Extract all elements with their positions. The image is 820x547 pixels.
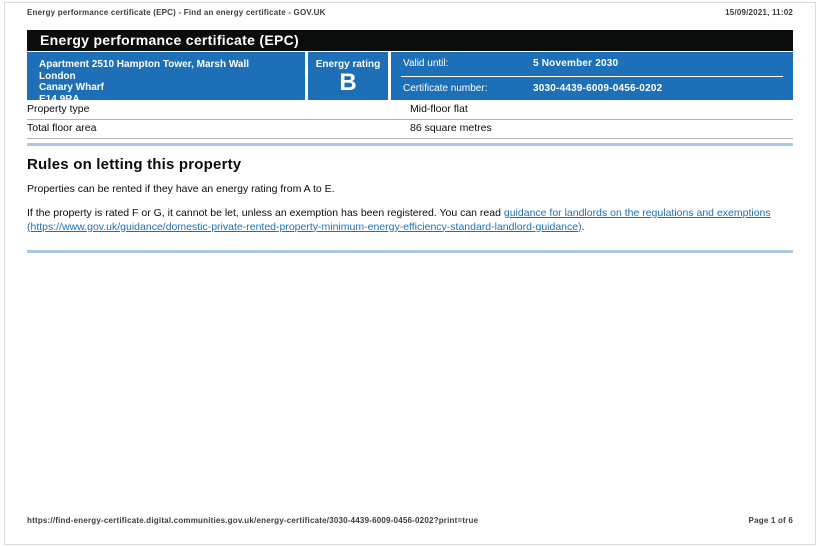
- print-footer: [27, 516, 793, 525]
- address-postcode: E14 9RA: [39, 93, 80, 105]
- print-header: [27, 8, 793, 17]
- total-floor-area-label: Total floor area: [27, 122, 97, 134]
- valid-until-label: Valid until:: [403, 58, 449, 70]
- print-footer-page-number: Page 1 of 6: [748, 516, 793, 525]
- property-type-value: Mid-floor flat: [410, 103, 468, 115]
- energy-rating-label: Energy rating: [315, 59, 381, 70]
- section-break-top: [27, 143, 793, 146]
- page-title-banner: [27, 30, 793, 51]
- rules-paragraph-2: [27, 207, 793, 235]
- address-line-1: Apartment 2510 Hampton Tower, Marsh Wall: [39, 59, 250, 70]
- rules-section-heading: Rules on letting this property: [27, 156, 242, 173]
- page-title: Energy performance certificate (EPC): [40, 32, 299, 48]
- print-footer-url: https://find-energy-certificate.digital.communities.gov.uk/energy-certificate/3030-4439-6009-0456-0202?print=true: [27, 516, 479, 525]
- section-break-bottom: [27, 250, 793, 253]
- property-details-table: [27, 101, 793, 139]
- landlord-guidance-link[interactable]: guidance for landlords on the regulations and exemptions (https://www.gov.uk/guidance/domestic-private-rented-property-minimum-energy-efficiency-standard-landlord-guidance): [27, 206, 771, 233]
- table-row: [27, 120, 793, 139]
- table-row: [27, 101, 793, 120]
- rules-paragraph-1: Properties can be rented if they have an energy rating from A to E.: [27, 183, 335, 195]
- property-address-box: [27, 52, 305, 105]
- energy-rating-value: B: [339, 69, 357, 96]
- rules-paragraph-2-text: If the property is rated F or G, it cannot be let, unless an exemption has been registered. You can read: [27, 206, 504, 219]
- validity-box: [391, 52, 793, 100]
- rules-paragraph-2-period: .: [581, 220, 585, 233]
- address-line-2: London: [39, 70, 76, 82]
- energy-rating-box: [308, 52, 388, 100]
- certificate-page: [27, 0, 793, 253]
- total-floor-area-value: 86 square metres: [410, 122, 492, 134]
- certificate-summary: [27, 52, 793, 105]
- print-header-title: Energy performance certificate (EPC) - Find an energy certificate - GOV.UK: [27, 8, 326, 17]
- print-header-datetime: 15/09/2021, 11:02: [725, 8, 793, 17]
- valid-until-row: [391, 52, 793, 76]
- address-line-3: Canary Wharf: [39, 82, 105, 93]
- certificate-number-row: [391, 77, 793, 101]
- valid-until-value: 5 November 2030: [533, 58, 619, 70]
- property-type-label: Property type: [27, 103, 90, 115]
- certificate-number-label: Certificate number:: [403, 82, 488, 94]
- certificate-number-value: 3030-4439-6009-0456-0202: [533, 82, 663, 94]
